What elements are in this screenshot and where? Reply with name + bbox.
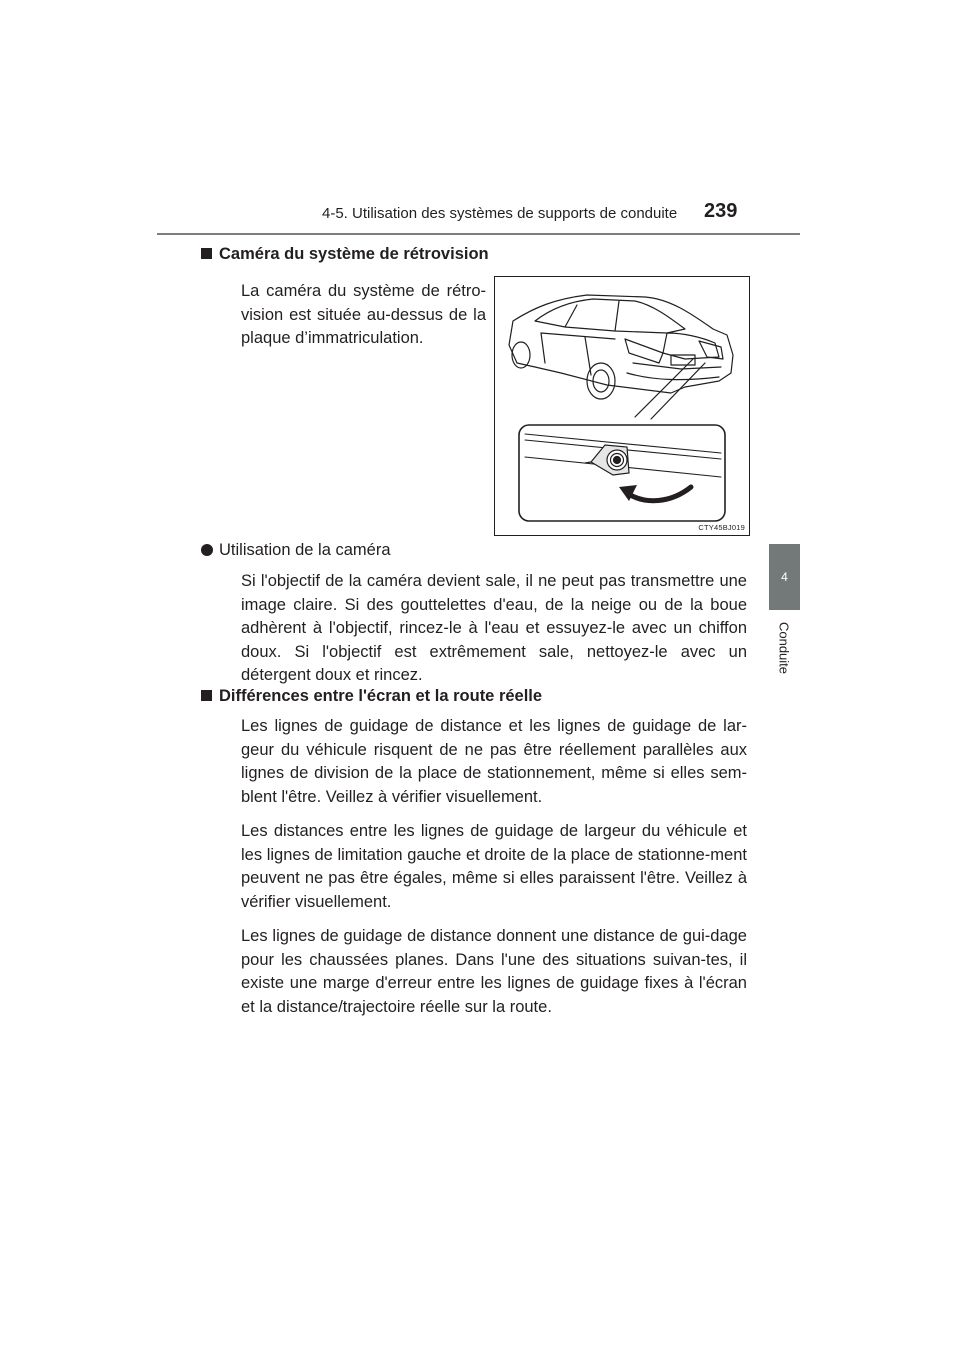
differences-paragraph-2: Les distances entre les lignes de guidage de largeur du véhicule et les lignes de limitation gauche et droite de la place de stationne-ment peuvent ne pas être égales, même si elles paraissent l'être. Veillez à vérifier visuellement.: [241, 822, 747, 911]
camera-use-text: Si l'objectif de la caméra devient sale, il ne peut pas transmettre une image claire. Si des gouttelettes d'eau, de la neige ou de la boue adhèrent à l'objectif, rincez-le à l'eau et essuyez-le avec un chiffon doux. Si l'objectif est extrêmement sale, nettoyez-le avec un détergent doux et rincez.: [241, 572, 747, 684]
header-section-title: 4-5. Utilisation des systèmes de supports de conduite: [322, 205, 678, 222]
differences-section: [219, 685, 747, 1019]
chapter-label: Conduite: [776, 621, 792, 675]
differences-heading: Différences entre l'écran et la route réelle: [219, 685, 747, 707]
square-bullet-icon: [201, 248, 212, 259]
camera-use-section: [219, 539, 747, 688]
square-bullet-icon: [201, 690, 212, 701]
header-divider: [157, 233, 800, 235]
camera-section-heading: Caméra du système de rétrovision: [219, 243, 747, 265]
figure-code: CTY45BJ019: [698, 523, 745, 532]
chapter-tab: 4: [769, 544, 800, 610]
camera-section: [219, 243, 747, 351]
differences-paragraph-1: Les lignes de guidage de distance et les lignes de guidage de lar-geur du véhicule risquent de ne pas être réellement parallèles aux lignes de division de la place de stationnement, même si elles sem-blent l'être. Veillez à vérifier visuellement.: [241, 717, 747, 806]
page-number: 239: [704, 200, 738, 222]
round-bullet-icon: [201, 544, 213, 556]
camera-section-text: La caméra du système de rétro-vision est située au-dessus de la plaque d’immatriculation.: [241, 282, 486, 347]
camera-use-heading: Utilisation de la caméra: [219, 539, 747, 561]
differences-paragraph-3: Les lignes de guidage de distance donnent une distance de gui-dage pour les chaussées planes. Dans l'une des situations suivan-tes, il existe une marge d'erreur entre les lignes de guidage fixes à l'écran et la distance/trajectoire réelle sur la route.: [241, 927, 747, 1016]
